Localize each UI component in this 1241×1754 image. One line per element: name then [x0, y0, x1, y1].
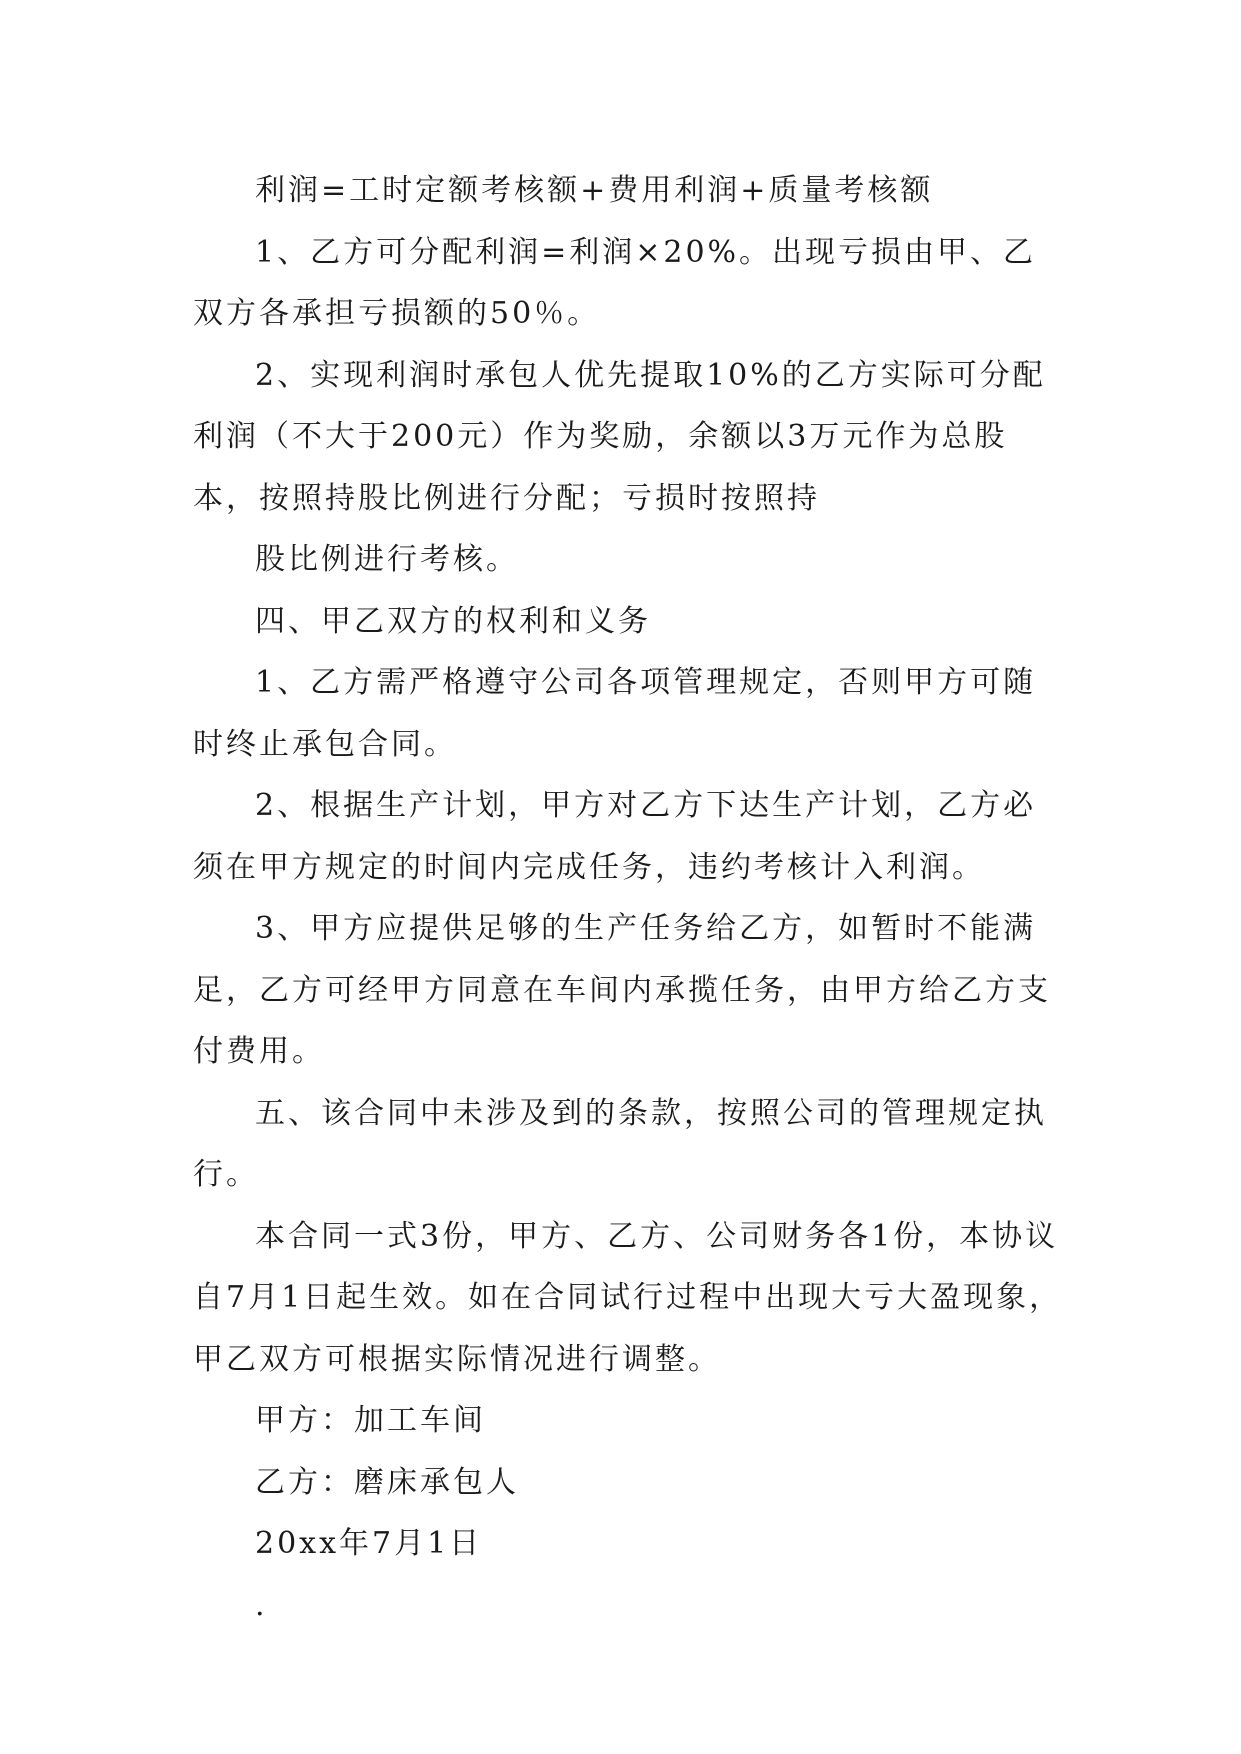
- section-five: 五、该合同中未涉及到的条款，按照公司的管理规定执行。: [193, 1095, 1047, 1192]
- clause-copies: 本合同一式3份，甲方、乙方、公司财务各1份，本协议自7月1日起生效。如在合同试行过程中出现大亏大盈现象，甲乙双方可根据实际情况进行调整。: [193, 1218, 1063, 1377]
- signing-date: 20xx年7月1日: [255, 1526, 483, 1561]
- clause-profit-share: 1、乙方可分配利润=利润×20%。出现亏损由甲、乙双方各承担亏损额的50％。: [193, 234, 1037, 331]
- trailing-mark: .: [255, 1587, 268, 1623]
- clause-rights-2: 2、根据生产计划，甲方对乙方下达生产计划，乙方必须在甲方规定的时间内完成任务，违约考核计入利润。: [193, 788, 1037, 885]
- party-b: 乙方：磨床承包人: [255, 1464, 519, 1500]
- clause-profit-bonus-cont: 股比例进行考核。: [255, 542, 519, 577]
- party-a: 甲方：加工车间: [255, 1403, 486, 1438]
- profit-formula: 利润=工时定额考核额+费用利润+质量考核额: [255, 173, 934, 208]
- clause-rights-3: 3、甲方应提供足够的生产任务给乙方，如暂时不能满足，乙方可经甲方同意在车间内承揽任务，由甲方给乙方支付费用。: [193, 911, 1051, 1069]
- clause-profit-bonus: 2、实现利润时承包人优先提取10%的乙方实际可分配利润（不大于200元）作为奖励，余额以3万元作为总股本，按照持股比例进行分配；亏损时按照持: [193, 357, 1046, 516]
- section-rights-heading: 四、甲乙双方的权利和义务: [255, 603, 651, 639]
- clause-rights-1: 1、乙方需严格遵守公司各项管理规定，否则甲方可随时终止承包合同。: [193, 665, 1037, 762]
- contract-body: [193, 160, 1063, 1636]
